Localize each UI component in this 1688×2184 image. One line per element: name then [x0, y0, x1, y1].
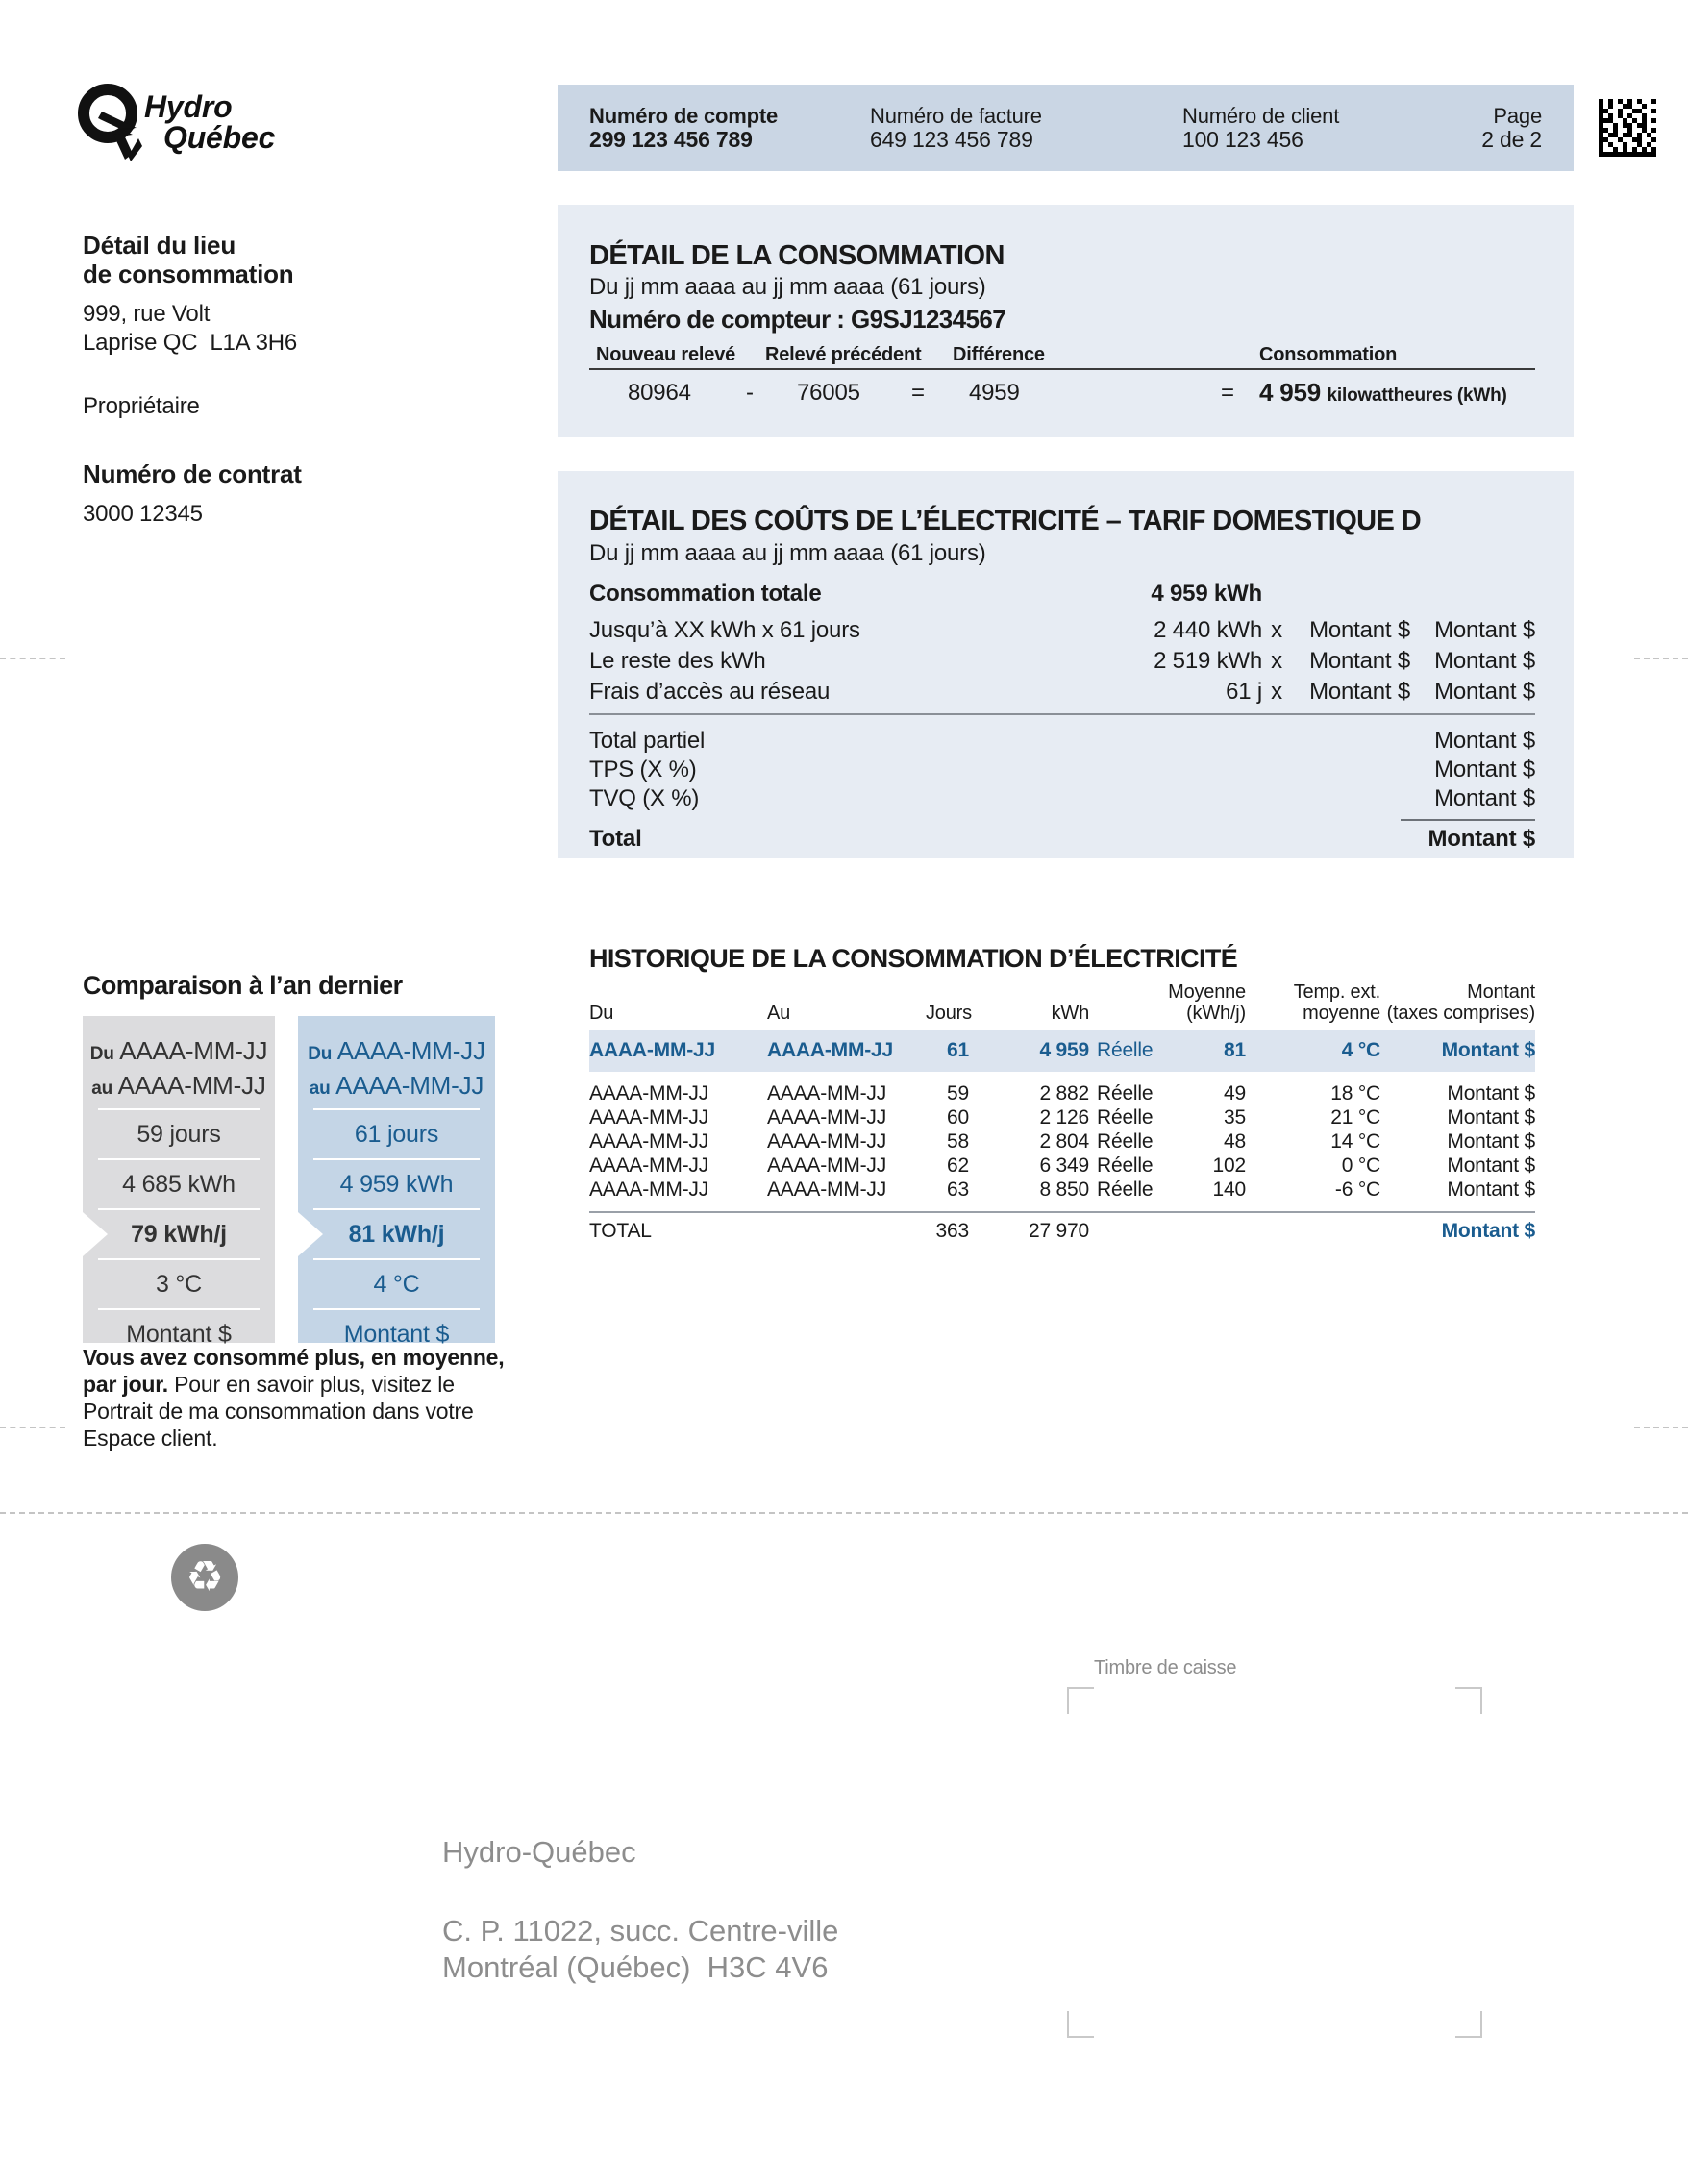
fold-mark: [0, 658, 65, 659]
history-row: AAAA-MM-JJ AAAA-MM-JJ 63 8 850 Réelle 140 -6 °C Montant $: [589, 1179, 1535, 1201]
history-table-header: [589, 981, 1535, 1024]
history-row: AAAA-MM-JJ AAAA-MM-JJ 58 2 804 Réelle 48 14 °C Montant $: [589, 1130, 1535, 1153]
chevron-right-icon: [298, 1212, 323, 1256]
meter-number-value: G9SJ1234567: [851, 305, 1006, 334]
client-number-label: Numéro de client: [1182, 104, 1340, 128]
cost-line-label: Jusqu’à XX kWh x 61 jours: [589, 617, 860, 643]
tvq-label: TVQ (X %): [589, 785, 700, 811]
stamp-corner-bracket: [1067, 1687, 1094, 1714]
comparison-previous-temp: 3 °C: [155, 1270, 203, 1298]
invoice-number-label: Numéro de facture: [870, 104, 1042, 128]
history-col-kwh: kWh: [1051, 1003, 1089, 1024]
consumption-note: [83, 1344, 506, 1452]
history-total-jours: 363: [935, 1220, 969, 1242]
history-col-montant: Montant (taxes comprises): [1386, 981, 1535, 1024]
bill-header-bar: [558, 85, 1574, 171]
history-row: AAAA-MM-JJ AAAA-MM-JJ 60 2 126 Réelle 35 21 °C Montant $: [589, 1106, 1535, 1129]
chevron-right-icon: [83, 1212, 108, 1256]
history-total-montant: Montant $: [1441, 1220, 1535, 1242]
total-consumption-label: Consommation totale: [589, 581, 822, 607]
logo-text-hydro: Hydro: [144, 89, 233, 124]
fold-mark: [1634, 658, 1688, 659]
history-table-body: [589, 1081, 1535, 1202]
total-consumption-row: [589, 579, 1535, 609]
comparison-title: Comparaison à l’an dernier: [83, 971, 403, 1000]
consumption-note-rest: Pour en savoir plus, visitez le Portrait de ma consommation dans votre Espace client.: [83, 1372, 474, 1451]
logo-text-quebec: Québec: [163, 120, 276, 155]
minus-sign: -: [746, 380, 754, 406]
previous-reading-value: 76005: [797, 380, 860, 406]
tps-amount: Montant $: [1434, 757, 1535, 782]
cost-line-rate: Montant $: [1309, 679, 1410, 705]
history-col-au: Au: [767, 1003, 791, 1024]
occupant-status: Propriétaire: [83, 393, 200, 419]
invoice-number-field: [870, 104, 1042, 152]
tps-row: [589, 756, 1535, 784]
page-value: 2 de 2: [1481, 127, 1542, 152]
perforation-line: [0, 1512, 1688, 1514]
fold-mark: [1634, 1427, 1688, 1428]
subtotal-row: [589, 727, 1535, 756]
comparison-current-kwh: 4 959 kWh: [339, 1170, 454, 1198]
account-number-value: 299 123 456 789: [589, 127, 753, 152]
comparison-previous-amount: Montant $: [126, 1320, 232, 1348]
cost-line-rate: Montant $: [1309, 617, 1410, 643]
col-header-previous-reading: Relevé précédent: [765, 344, 922, 365]
history-total-kwh: 27 970: [1028, 1220, 1089, 1242]
client-number-field: [1182, 104, 1339, 152]
difference-value: 4959: [969, 380, 1020, 406]
page-indicator: [1481, 104, 1542, 152]
cost-line-operator: x: [1271, 617, 1282, 643]
recycle-icon: ♻: [171, 1544, 238, 1611]
cost-divider: [589, 713, 1535, 715]
return-company-name: Hydro-Québec: [442, 1835, 636, 1869]
consumption-kwh-unit: kilowattheures (kWh): [1327, 385, 1507, 406]
hydro-quebec-logo-icon: [75, 79, 325, 175]
history-col-moyenne: Moyenne (kWh/j): [1168, 981, 1246, 1024]
comparison-current-temp: 4 °C: [373, 1270, 420, 1298]
cost-line-amount: Montant $: [1434, 648, 1535, 674]
consumption-kwh-value: 4 959: [1259, 378, 1322, 407]
return-address: [442, 1913, 838, 1986]
subtotal-amount: Montant $: [1434, 728, 1535, 754]
col-header-consumption: Consommation: [1259, 344, 1398, 365]
total-row: [589, 825, 1535, 854]
consumption-detail-panel: [558, 205, 1574, 437]
meter-table-rule: [589, 368, 1535, 370]
history-row: AAAA-MM-JJ AAAA-MM-JJ 62 6 349 Réelle 102 0 °C Montant $: [589, 1154, 1535, 1177]
cost-line-rows: [589, 615, 1535, 707]
history-col-du: Du: [589, 1003, 614, 1024]
consumption-detail-title: DÉTAIL DE LA CONSOMMATION: [589, 240, 1005, 271]
location-address-line1: 999, rue Volt: [83, 301, 211, 327]
page-label: Page: [1493, 104, 1542, 128]
history-total-rule: [589, 1211, 1535, 1213]
client-number-value: 100 123 456: [1182, 127, 1303, 152]
contract-number-value: 3000 12345: [83, 501, 203, 527]
location-title-line2: de consommation: [83, 260, 294, 288]
cost-detail-title: DÉTAIL DES COÛTS DE L’ÉLECTRICITÉ – TARIF DOMESTIQUE D: [589, 506, 1422, 536]
cost-line-label: Frais d’accès au réseau: [589, 679, 831, 705]
account-number-field: [589, 104, 778, 152]
comparison-previous-kwh: 4 685 kWh: [122, 1170, 236, 1198]
meter-number-line: [589, 305, 1005, 335]
cost-line-label: Le reste des kWh: [589, 648, 766, 674]
cost-detail-panel: [558, 471, 1574, 858]
return-address-line2: Montréal (Québec) H3C 4V6: [442, 1950, 829, 1984]
comparison-previous-days: 59 jours: [137, 1120, 221, 1148]
comparison-current-days: 61 jours: [354, 1120, 439, 1148]
account-number-label: Numéro de compte: [589, 104, 779, 128]
comparison-current-year-box: [298, 1016, 495, 1348]
equals-sign: =: [911, 380, 925, 406]
tvq-row: [589, 784, 1535, 813]
cost-line-qty: 2 440 kWh: [1154, 617, 1262, 643]
cost-line-amount: Montant $: [1434, 617, 1535, 643]
total-rule: [1401, 819, 1535, 821]
total-label: Total: [589, 826, 642, 852]
return-address-line1: C. P. 11022, succ. Centre-ville: [442, 1914, 839, 1948]
consumption-result: [1259, 378, 1507, 408]
cost-line-amount: Montant $: [1434, 679, 1535, 705]
consumption-note-bold: Vous avez consommé plus, en moyenne, par jour.: [83, 1345, 505, 1397]
cash-stamp-label: Timbre de caisse: [1094, 1657, 1237, 1678]
col-header-difference: Différence: [953, 344, 1045, 365]
location-address-line2: Laprise QC L1A 3H6: [83, 330, 297, 356]
stamp-corner-bracket: [1067, 2011, 1094, 2038]
consumption-detail-period: Du jj mm aaaa au jj mm aaaa (61 jours): [589, 274, 986, 300]
year-comparison-section: [83, 971, 506, 1348]
new-reading-value: 80964: [628, 380, 691, 406]
total-consumption-value: 4 959 kWh: [1151, 581, 1262, 607]
history-col-temp: Temp. ext. moyenne: [1293, 981, 1380, 1024]
col-header-new-reading: Nouveau relevé: [596, 344, 736, 365]
comparison-previous-period: Du AAAA-MM-JJ au AAAA-MM-JJ: [89, 1036, 268, 1100]
cost-line-operator: x: [1271, 648, 1282, 674]
total-amount: Montant $: [1427, 826, 1535, 852]
history-total-label: TOTAL: [589, 1220, 652, 1242]
fold-mark: [0, 1427, 65, 1428]
history-row-current: AAAA-MM-JJ AAAA-MM-JJ 61 4 959 Réelle 81 4 °C Montant $: [589, 1030, 1535, 1072]
history-row: AAAA-MM-JJ AAAA-MM-JJ 59 2 882 Réelle 49 18 °C Montant $: [589, 1082, 1535, 1104]
cost-line-operator: x: [1271, 679, 1282, 705]
cost-line-qty: 2 519 kWh: [1154, 648, 1262, 674]
stamp-corner-bracket: [1455, 2011, 1482, 2038]
history-total-row: [589, 1217, 1535, 1246]
history-col-jours: Jours: [926, 1003, 972, 1024]
stamp-corner-bracket: [1455, 1687, 1482, 1714]
invoice-number-value: 649 123 456 789: [870, 127, 1033, 152]
equals-sign-2: =: [1221, 380, 1234, 406]
meter-number-label: Numéro de compteur :: [589, 305, 845, 334]
comparison-previous-kwh-per-day: 79 kWh/j: [83, 1210, 275, 1258]
comparison-previous-year-box: [83, 1016, 275, 1348]
consumption-location-block: [83, 231, 400, 529]
contract-number-label: Numéro de contrat: [83, 459, 302, 488]
tps-label: TPS (X %): [589, 757, 697, 782]
comparison-current-kwh-per-day: 81 kWh/j: [298, 1210, 495, 1258]
comparison-current-amount: Montant $: [343, 1320, 450, 1348]
cost-detail-period: Du jj mm aaaa au jj mm aaaa (61 jours): [589, 540, 986, 566]
hydro-quebec-logo: [75, 79, 325, 175]
datamatrix-barcode-icon: [1599, 99, 1656, 161]
cost-line-rate: Montant $: [1309, 648, 1410, 674]
cost-line-qty: 61 j: [1226, 679, 1262, 705]
location-title-line1: Détail du lieu: [83, 231, 236, 260]
consumption-history-section: [589, 944, 1535, 1246]
comparison-current-period: Du AAAA-MM-JJ au AAAA-MM-JJ: [308, 1036, 485, 1100]
history-title: HISTORIQUE DE LA CONSOMMATION D’ÉLECTRICITÉ: [589, 944, 1238, 973]
subtotal-label: Total partiel: [589, 728, 706, 754]
tvq-amount: Montant $: [1434, 785, 1535, 811]
